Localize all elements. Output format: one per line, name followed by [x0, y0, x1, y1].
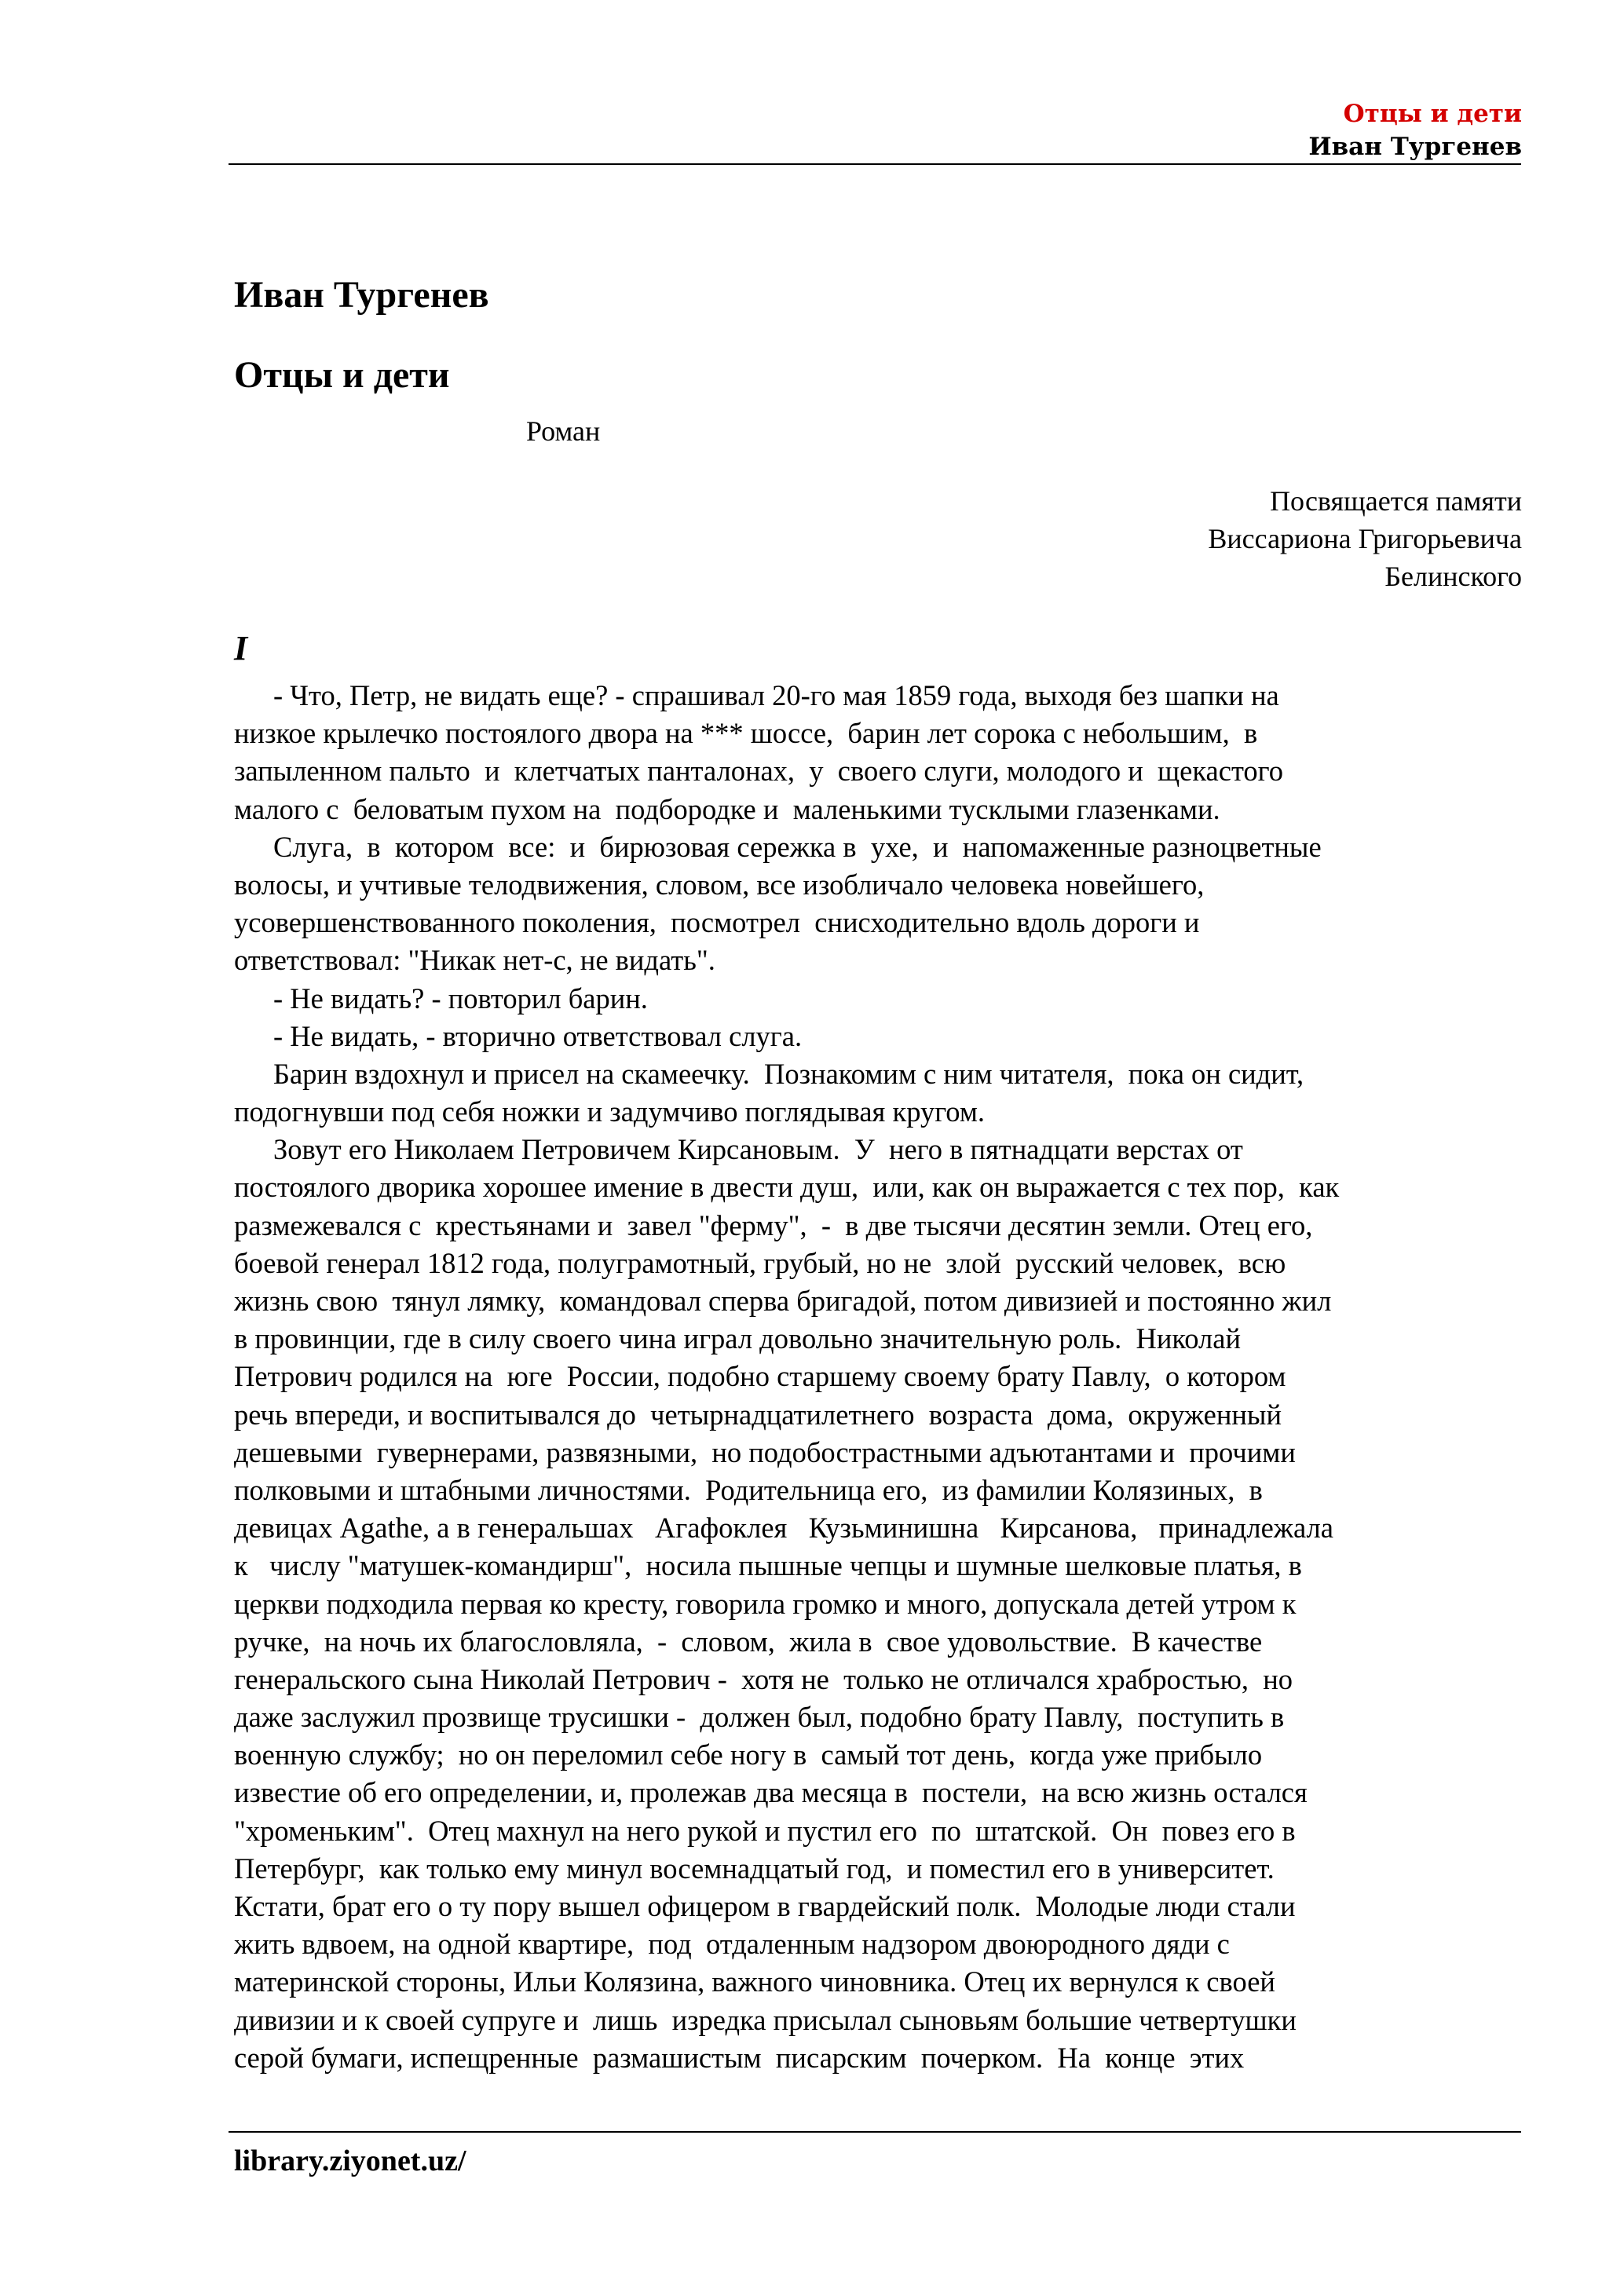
- text-line: "хроменьким". Отец махнул на него рукой и пустил его по штатской. Он повез его в: [234, 1814, 1296, 1847]
- text-line: усовершенствованного поколения, посмотрел снисходительно вдоль дороги и: [234, 906, 1200, 939]
- text-line: полковыми и штабными личностями. Родительница его, из фамилии Колязиных, в: [234, 1473, 1263, 1506]
- text-line: дешевыми гувернерами, развязными, но подобострастными адъютантами и прочими: [234, 1435, 1296, 1468]
- text-line: дивизии и к своей супруге и лишь изредка присылал сыновьям большие четвертушки: [234, 2003, 1297, 2036]
- text-line: запыленном пальто и клетчатых панталонах, у своего слуги, молодого и щекастого: [234, 755, 1283, 788]
- author-heading: Иван Тургенев: [234, 274, 489, 316]
- text-line: постоялого дворика хорошее имение в двести душ, или, как он выражается с тех пор, как: [234, 1171, 1340, 1204]
- genre-label: Роман: [526, 415, 601, 447]
- text-line: волосы, и учтивые телодвижения, словом, все изобличало человека новейшего,: [234, 868, 1205, 901]
- dedication-line: Виссариона Григорьевича: [1208, 523, 1522, 554]
- chapter-number: I: [234, 629, 248, 667]
- header-divider: [229, 163, 1521, 165]
- text-line: девицах Agathe, а в генеральшах Агафоклея Кузьминишна Кирсанова, принадлежала: [234, 1512, 1333, 1545]
- text-line: - Что, Петр, не видать еще? - спрашивал 20-го мая 1859 года, выходя без шапки на: [273, 679, 1279, 711]
- footer-divider: [229, 2131, 1521, 2133]
- dedication-line: Посвящается памяти: [1270, 485, 1522, 517]
- text-line: Кстати, брат его о ту пору вышел офицером в гвардейский полк. Молодые люди стали: [234, 1890, 1296, 1922]
- text-line: размежевался с крестьянами и завел "ферму", - в две тысячи десятин земли. Отец его,: [234, 1208, 1313, 1241]
- text-line: - Не видать, - вторично ответствовал слуга.: [273, 1019, 803, 1052]
- running-header-title: Отцы и дети: [1343, 100, 1522, 128]
- title-heading: Отцы и дети: [234, 354, 450, 396]
- text-line: материнской стороны, Ильи Колязина, важного чиновника. Отец их вернулся к своей: [234, 1965, 1275, 1998]
- body-text: [234, 677, 1522, 2077]
- text-line: подогнувши под себя ножки и задумчиво поглядывая кругом.: [234, 1095, 986, 1128]
- text-line: речь впереди, и воспитывался до четырнадцатилетнего возраста дома, окруженный: [234, 1398, 1282, 1431]
- text-line: в провинции, где в силу своего чина играл довольно значительную роль. Николай: [234, 1322, 1242, 1355]
- running-header: [1308, 97, 1522, 163]
- text-line: Слуга, в котором все: и бирюзовая сережка в ухе, и напомаженные разноцветные: [273, 830, 1322, 863]
- text-line: ответствовал: "Никак нет-с, не видать".: [234, 944, 715, 977]
- text-line: малого с беловатым пухом на подбородке и маленькими тусклыми глазенками.: [234, 792, 1220, 825]
- text-line: Петербург, как только ему минул восемнадцатый год, и поместил его в университет.: [234, 1852, 1275, 1885]
- text-line: Петрович родился на юге России, подобно старшему своему брату Павлу, о котором: [234, 1360, 1286, 1393]
- text-line: ручке, на ночь их благословляла, - словом, жила в свое удовольствие. В качестве: [234, 1625, 1263, 1658]
- running-header-author: Иван Тургенев: [1308, 133, 1522, 161]
- footer-link[interactable]: library.ziyonet.uz/: [234, 2144, 466, 2177]
- text-line: боевой генерал 1812 года, полуграмотный, грубый, но не злой русский человек, всю: [234, 1246, 1286, 1279]
- text-line: жизнь свою тянул лямку, командовал сперва бригадой, потом дивизией и постоянно жил: [234, 1285, 1332, 1317]
- text-line: генеральского сына Николай Петрович - хотя не только не отличался храбростью, но: [234, 1662, 1293, 1695]
- text-line: жить вдвоем, на одной квартире, под отдаленным надзором двоюродного дяди с: [234, 1928, 1230, 1961]
- text-line: к числу "матушек-командирш", носила пышные чепцы и шумные шелковые платья, в: [234, 1549, 1302, 1582]
- dedication-line: Белинского: [1384, 561, 1522, 592]
- dedication: [1208, 482, 1522, 595]
- text-line: военную службу; но он переломил себе ногу в самый тот день, когда уже прибыло: [234, 1738, 1263, 1771]
- text-line: церкви подходила первая ко кресту, говорила громко и много, допускала детей утром к: [234, 1587, 1297, 1620]
- text-line: - Не видать? - повторил барин.: [273, 982, 648, 1015]
- text-line: Барин вздохнул и присел на скамеечку. Познакомим с ним читателя, пока он сидит,: [273, 1057, 1304, 1090]
- text-line: даже заслужил прозвище трусишки - должен был, подобно брату Павлу, поступить в: [234, 1701, 1285, 1734]
- text-line: Зовут его Николаем Петровичем Кирсановым. У него в пятнадцати верстах от: [273, 1133, 1243, 1166]
- text-line: низкое крылечко постоялого двора на *** шоссе, барин лет сорока с небольшим, в: [234, 717, 1258, 750]
- text-line: серой бумаги, испещренные размашистым писарским почерком. На конце этих: [234, 2041, 1245, 2074]
- text-line: известие об его определении, и, пролежав два месяца в постели, на всю жизнь остался: [234, 1776, 1308, 1809]
